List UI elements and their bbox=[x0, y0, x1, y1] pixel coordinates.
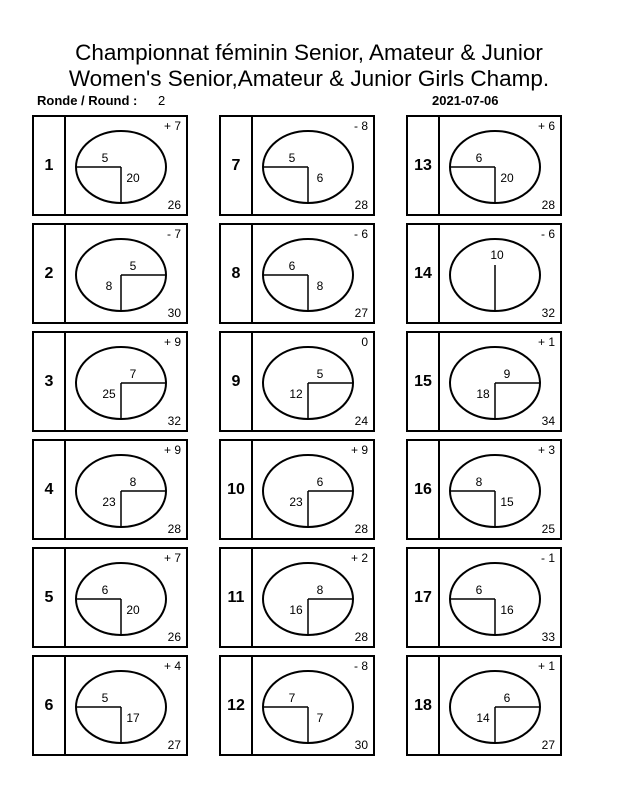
elevation-value: + 9 bbox=[163, 443, 181, 457]
hole-card bbox=[32, 331, 188, 432]
green-diagram bbox=[440, 117, 560, 214]
hole-number: 12 bbox=[227, 696, 245, 714]
elevation-value: + 1 bbox=[537, 335, 555, 349]
pin-distance-depth: 23 bbox=[289, 495, 303, 509]
pin-distance-depth: 12 bbox=[289, 387, 303, 401]
round-value: 2 bbox=[158, 93, 166, 108]
pin-distance-depth: 17 bbox=[126, 711, 140, 725]
hole-card bbox=[219, 547, 375, 648]
green-depth: 27 bbox=[541, 738, 555, 752]
hole-card bbox=[406, 439, 562, 540]
hole-card bbox=[219, 115, 375, 216]
green-diagram bbox=[66, 225, 186, 322]
hole-card bbox=[219, 439, 375, 540]
elevation-value: - 6 bbox=[353, 227, 368, 241]
green-depth: 28 bbox=[167, 522, 181, 536]
pin-distance-side: 5 bbox=[316, 367, 324, 381]
hole-number: 17 bbox=[414, 588, 432, 606]
hole-card bbox=[406, 223, 562, 324]
pin-distance-side: 5 bbox=[129, 259, 137, 273]
elevation-value: + 1 bbox=[537, 659, 555, 673]
hole-number: 9 bbox=[231, 372, 241, 390]
hole-number: 1 bbox=[44, 156, 54, 174]
green-diagram bbox=[440, 657, 560, 754]
green-depth: 25 bbox=[541, 522, 555, 536]
pin-distance-side: 5 bbox=[288, 151, 296, 165]
green-diagram bbox=[440, 333, 560, 430]
green-depth: 24 bbox=[354, 414, 368, 428]
pin-distance-depth: 8 bbox=[316, 279, 324, 293]
green-depth: 27 bbox=[167, 738, 181, 752]
elevation-value: + 4 bbox=[163, 659, 181, 673]
pin-distance-depth: 25 bbox=[102, 387, 116, 401]
green-diagram bbox=[253, 549, 373, 646]
pin-distance-depth: 6 bbox=[316, 171, 324, 185]
hole-number: 13 bbox=[414, 156, 432, 174]
hole-number: 16 bbox=[414, 480, 432, 498]
hole-number: 14 bbox=[414, 264, 432, 282]
elevation-value: + 2 bbox=[350, 551, 368, 565]
pin-distance-depth: 14 bbox=[476, 711, 490, 725]
green-depth: 30 bbox=[167, 306, 181, 320]
green-diagram bbox=[66, 441, 186, 538]
hole-card bbox=[219, 331, 375, 432]
hole-number: 7 bbox=[231, 156, 241, 174]
green-depth: 28 bbox=[354, 522, 368, 536]
green-depth: 34 bbox=[541, 414, 555, 428]
hole-number: 10 bbox=[227, 480, 245, 498]
elevation-value: + 7 bbox=[163, 119, 181, 133]
hole-card bbox=[219, 655, 375, 756]
green-diagram bbox=[253, 441, 373, 538]
green-depth: 27 bbox=[354, 306, 368, 320]
green-diagram bbox=[66, 549, 186, 646]
elevation-value: + 3 bbox=[537, 443, 555, 457]
pin-distance-side: 6 bbox=[503, 691, 511, 705]
green-diagram bbox=[440, 441, 560, 538]
pin-distance-depth: 8 bbox=[105, 279, 113, 293]
green-diagram bbox=[66, 117, 186, 214]
pin-distance-depth: 20 bbox=[126, 171, 140, 185]
hole-card bbox=[32, 655, 188, 756]
hole-card bbox=[32, 439, 188, 540]
hole-number: 2 bbox=[44, 264, 54, 282]
green-depth: 28 bbox=[354, 198, 368, 212]
pin-distance-side: 7 bbox=[288, 691, 296, 705]
pin-distance-side: 6 bbox=[475, 583, 483, 597]
pin-distance-side: 8 bbox=[129, 475, 137, 489]
elevation-value: + 7 bbox=[163, 551, 181, 565]
green-depth: 28 bbox=[541, 198, 555, 212]
hole-number: 15 bbox=[414, 372, 432, 390]
pin-distance-side: 8 bbox=[316, 583, 324, 597]
hole-number: 5 bbox=[44, 588, 54, 606]
elevation-value: - 6 bbox=[540, 227, 555, 241]
hole-card bbox=[406, 547, 562, 648]
hole-number: 8 bbox=[231, 264, 241, 282]
hole-card bbox=[219, 223, 375, 324]
pin-distance-depth: 7 bbox=[316, 711, 324, 725]
pin-distance-side: 5 bbox=[101, 691, 109, 705]
green-diagram bbox=[66, 333, 186, 430]
green-diagram bbox=[440, 225, 560, 322]
pin-distance-depth: 16 bbox=[289, 603, 303, 617]
hole-number: 11 bbox=[227, 588, 245, 606]
pin-distance-side: 6 bbox=[475, 151, 483, 165]
hole-number: 3 bbox=[44, 372, 54, 390]
hole-card bbox=[32, 223, 188, 324]
elevation-value: + 6 bbox=[537, 119, 555, 133]
green-depth: 28 bbox=[354, 630, 368, 644]
green-depth: 26 bbox=[167, 198, 181, 212]
green-diagram bbox=[253, 225, 373, 322]
pin-distance-side: 8 bbox=[475, 475, 483, 489]
date: 2021-07-06 bbox=[432, 93, 499, 108]
pin-distance-side: 6 bbox=[101, 583, 109, 597]
elevation-value: - 8 bbox=[353, 119, 368, 133]
green-depth: 32 bbox=[167, 414, 181, 428]
pin-distance-side: 6 bbox=[288, 259, 296, 273]
hole-number: 18 bbox=[414, 696, 432, 714]
elevation-value: + 9 bbox=[350, 443, 368, 457]
pin-distance-depth: 20 bbox=[126, 603, 140, 617]
green-diagram bbox=[253, 333, 373, 430]
green-depth: 26 bbox=[167, 630, 181, 644]
hole-card bbox=[32, 115, 188, 216]
hole-number: 4 bbox=[44, 480, 54, 498]
pin-distance-side: 9 bbox=[503, 367, 511, 381]
hole-card bbox=[406, 115, 562, 216]
green-diagram bbox=[253, 657, 373, 754]
green-diagram bbox=[253, 117, 373, 214]
pin-distance-side: 5 bbox=[101, 151, 109, 165]
green-depth: 30 bbox=[354, 738, 368, 752]
round-label: Ronde / Round : bbox=[37, 93, 138, 108]
hole-card bbox=[32, 547, 188, 648]
green-diagram bbox=[440, 549, 560, 646]
title-french: Championnat féminin Senior, Amateur & Junior bbox=[75, 40, 543, 65]
title-english: Women's Senior,Amateur & Junior Girls Champ. bbox=[68, 66, 550, 91]
pin-distance-side: 6 bbox=[316, 475, 324, 489]
pin-distance-depth: 23 bbox=[102, 495, 116, 509]
elevation-value: - 1 bbox=[540, 551, 555, 565]
pin-distance-depth: 16 bbox=[500, 603, 514, 617]
elevation-value: - 8 bbox=[353, 659, 368, 673]
elevation-value: - 7 bbox=[166, 227, 181, 241]
hole-card bbox=[406, 331, 562, 432]
pin-distance-side: 7 bbox=[129, 367, 137, 381]
elevation-value: + 9 bbox=[163, 335, 181, 349]
green-diagram bbox=[66, 657, 186, 754]
hole-card bbox=[406, 655, 562, 756]
pin-distance-depth: 18 bbox=[476, 387, 490, 401]
green-depth: 32 bbox=[541, 306, 555, 320]
pin-distance-depth: 15 bbox=[500, 495, 514, 509]
pin-distance-depth: 10 bbox=[490, 248, 504, 262]
pin-distance-depth: 20 bbox=[500, 171, 514, 185]
elevation-value: 0 bbox=[361, 335, 368, 349]
green-depth: 33 bbox=[541, 630, 555, 644]
hole-number: 6 bbox=[44, 696, 54, 714]
